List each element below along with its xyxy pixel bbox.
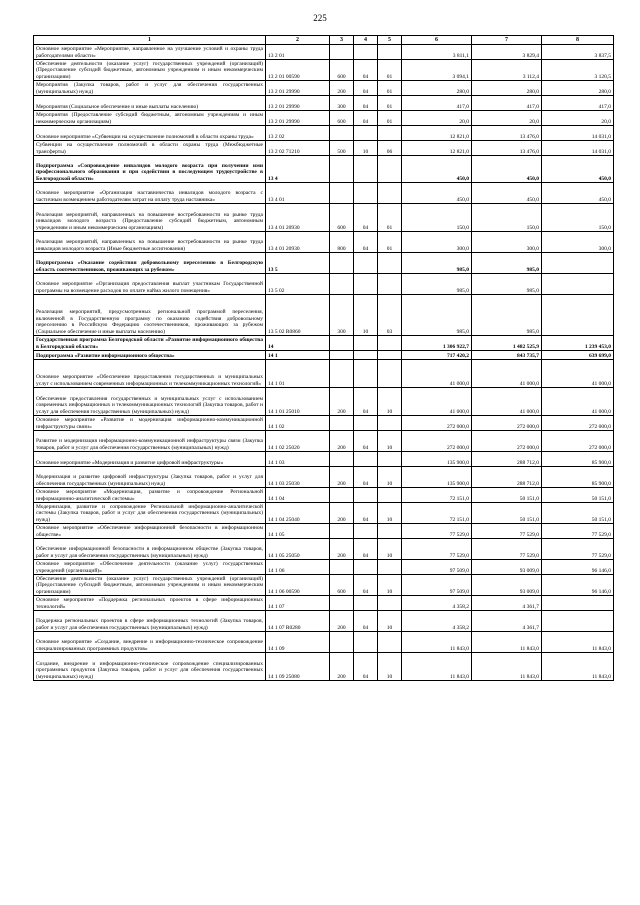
row-year1-cell: 3 094,1	[402, 60, 472, 81]
row-year1-cell: 12 821,0	[402, 126, 472, 141]
row-year2-cell: 1 482 525,9	[472, 336, 542, 351]
row-pr-cell: 10	[378, 388, 402, 416]
row-vr-cell: 200	[330, 539, 354, 560]
row-name-cell: Основное мероприятие «Модернизация и развитие цифровой инфраструктуры»	[34, 452, 266, 467]
table-row	[34, 416, 614, 431]
header-cell: 3	[330, 36, 354, 45]
header-cell: 6	[402, 36, 472, 45]
row-year2-cell: 13 476,0	[472, 141, 542, 156]
row-year1-cell: 450,0	[402, 156, 472, 183]
row-year3-cell: 77 529,0	[542, 524, 614, 539]
row-year1-cell: 450,0	[402, 183, 472, 204]
row-year3-cell: 85 900,0	[542, 452, 614, 467]
row-vr-cell	[330, 524, 354, 539]
row-vr-cell	[330, 274, 354, 295]
row-name-cell: Основное мероприятие «Развитие и модернизация информационно-коммуникационной инфраструктуры связи»	[34, 416, 266, 431]
row-year3-cell: 96 146,0	[542, 560, 614, 575]
row-year3-cell: 3 120,5	[542, 60, 614, 81]
row-rz-cell	[354, 253, 378, 274]
row-year1-cell: 11 843,0	[402, 653, 472, 681]
row-name-cell: Реализация мероприятий, направленных на повышение востребованности на рынке труда инвалидов молодого возраста (Предоставление субсидий бюджетным, автономным учреждениям и иным некоммерческим организациям)	[34, 204, 266, 232]
table-row	[34, 653, 614, 681]
table-row	[34, 183, 614, 204]
row-year2-cell: 272 000,0	[472, 416, 542, 431]
row-year3-cell: 11 843,0	[542, 632, 614, 653]
row-code-cell: 13 2 02 71210	[266, 141, 330, 156]
row-pr-cell: 01	[378, 111, 402, 126]
row-pr-cell: 10	[378, 431, 402, 452]
row-vr-cell	[330, 560, 354, 575]
row-year3-cell: 50 151,0	[542, 503, 614, 524]
row-vr-cell	[330, 488, 354, 503]
row-year2-cell: 3 112,4	[472, 60, 542, 81]
row-rz-cell: 04	[354, 431, 378, 452]
table-row	[34, 111, 614, 126]
row-rz-cell: 04	[354, 81, 378, 96]
row-year3-cell: 41 000,0	[542, 388, 614, 416]
row-code-cell: 13 4	[266, 156, 330, 183]
row-name-cell: Подпрограмма «Развитие информационного общества»	[34, 351, 266, 360]
row-name-cell: Основное мероприятие «Создание, внедрение и информационно-техническое сопровождение специализированных программных продуктов»	[34, 632, 266, 653]
row-name-cell: Основное мероприятие «Организация предоставления выплат участникам Государственной программы на возмещение расходов по оплате найма жилого помещения»	[34, 274, 266, 295]
row-year3-cell: 280,0	[542, 81, 614, 96]
row-rz-cell	[354, 560, 378, 575]
row-code-cell: 13 2 01 29990	[266, 81, 330, 96]
row-name-cell: Основное мероприятие «Обеспечение предоставления государственных и муниципальных услуг с использованием современных информационных и телекоммуникационных технологий»	[34, 360, 266, 388]
row-year1-cell: 985,0	[402, 274, 472, 295]
row-rz-cell: 04	[354, 111, 378, 126]
row-year3-cell: 450,0	[542, 156, 614, 183]
row-pr-cell	[378, 596, 402, 611]
row-year1-cell: 4 358,2	[402, 611, 472, 632]
row-year2-cell: 41 000,0	[472, 388, 542, 416]
row-vr-cell: 600	[330, 60, 354, 81]
row-year1-cell: 41 000,0	[402, 360, 472, 388]
row-pr-cell: 01	[378, 60, 402, 81]
row-year1-cell: 77 529,0	[402, 524, 472, 539]
table-row	[34, 388, 614, 416]
row-year1-cell: 97 509,0	[402, 575, 472, 596]
row-vr-cell	[330, 632, 354, 653]
row-rz-cell: 04	[354, 503, 378, 524]
row-year2-cell: 300,0	[472, 232, 542, 253]
row-name-cell: Обеспечение информационной безопасности в информационном обществе (Закупка товаров, работ и услуг для обеспечения государственных (муниципальных) нужд)	[34, 539, 266, 560]
row-name-cell: Основное мероприятие «Мероприятие, направленное на улучшение условий и охраны труда работодателями области»	[34, 45, 266, 60]
row-pr-cell: 01	[378, 204, 402, 232]
row-code-cell: 13 2 01 00590	[266, 60, 330, 81]
row-year2-cell: 11 843,0	[472, 653, 542, 681]
row-pr-cell	[378, 632, 402, 653]
row-name-cell: Обеспечение деятельности (оказание услуг) государственных учреждений (организаций) (Предоставление субсидий бюджетным, автономным учреждениям и иным некоммерческим организациям)	[34, 60, 266, 81]
row-year3-cell: 14 031,0	[542, 141, 614, 156]
row-rz-cell: 04	[354, 232, 378, 253]
header-cell: 4	[354, 36, 378, 45]
row-name-cell: Обеспечение предоставления государственных и муниципальных услуг с использованием современных информационных и телекоммуникационных технологий (Закупка товаров, работ и услуг для обеспечения государственных (муниципальных) нужд)	[34, 388, 266, 416]
row-year3-cell: 300,0	[542, 232, 614, 253]
table-row	[34, 60, 614, 81]
header-cell: 7	[472, 36, 542, 45]
row-year3-cell	[542, 274, 614, 295]
row-pr-cell	[378, 336, 402, 351]
header-cell: 8	[542, 36, 614, 45]
row-name-cell: Подпрограмма «Сопровождение инвалидов молодого возраста при получении ими профессионального образования и при содействии в последующем трудоустройстве в Белгородской области»	[34, 156, 266, 183]
row-code-cell: 14 1 09	[266, 632, 330, 653]
row-code-cell: 14 1 04 25040	[266, 503, 330, 524]
row-code-cell: 14 1 07 R0280	[266, 611, 330, 632]
row-name-cell: Мероприятия (Предоставление субсидий бюджетным, автономным учреждениям и иным некоммерческим организациям)	[34, 111, 266, 126]
row-year1-cell: 135 900,0	[402, 452, 472, 467]
row-name-cell: Мероприятия (Социальное обеспечение и иные выплаты населению)	[34, 96, 266, 111]
row-year1-cell: 97 509,0	[402, 560, 472, 575]
row-year2-cell: 985,0	[472, 295, 542, 336]
table-row	[34, 575, 614, 596]
row-code-cell: 13 2 02	[266, 126, 330, 141]
row-code-cell: 14 1 01 25010	[266, 388, 330, 416]
row-name-cell: Обеспечение деятельности (оказание услуг) государственных учреждений (организаций) (Предоставление субсидий бюджетным, автономным учреждениям и иным некоммерческим организациям)	[34, 575, 266, 596]
row-name-cell: Модернизация и развитие цифровой инфраструктуры (Закупка товаров, работ и услуг для обеспечения государственных (муниципальных) нужд)	[34, 467, 266, 488]
page-number: 225	[313, 13, 327, 23]
row-rz-cell	[354, 632, 378, 653]
row-code-cell: 13 5 02	[266, 274, 330, 295]
table-row	[34, 96, 614, 111]
row-year2-cell: 843 735,7	[472, 351, 542, 360]
row-pr-cell	[378, 488, 402, 503]
row-year3-cell: 450,0	[542, 183, 614, 204]
table-row	[34, 596, 614, 611]
table-row	[34, 232, 614, 253]
row-year3-cell: 77 529,0	[542, 539, 614, 560]
row-rz-cell	[354, 156, 378, 183]
row-year1-cell: 41 000,0	[402, 388, 472, 416]
row-year1-cell: 77 529,0	[402, 539, 472, 560]
row-pr-cell	[378, 560, 402, 575]
table-row	[34, 431, 614, 452]
row-pr-cell: 01	[378, 96, 402, 111]
row-code-cell: 14 1 09 25080	[266, 653, 330, 681]
row-code-cell: 14 1 02 25020	[266, 431, 330, 452]
table-row	[34, 611, 614, 632]
row-code-cell: 13 4 01 20930	[266, 204, 330, 232]
row-name-cell: Реализация мероприятий, направленных на повышение востребованности на рынке труда инвалидов молодого возраста (Иные бюджетные ассигнования)	[34, 232, 266, 253]
row-year1-cell: 20,0	[402, 111, 472, 126]
table-row	[34, 253, 614, 274]
row-vr-cell	[330, 336, 354, 351]
row-year2-cell: 50 151,0	[472, 488, 542, 503]
row-name-cell: Модернизация, развитие и сопровождение Региональной информационно-аналитической системы (Закупка товаров, работ и услуг для обеспечения государственных (муниципальных) нужд)	[34, 503, 266, 524]
row-pr-cell: 10	[378, 611, 402, 632]
row-rz-cell	[354, 274, 378, 295]
row-rz-cell	[354, 416, 378, 431]
row-year1-cell: 12 821,0	[402, 141, 472, 156]
table-row	[34, 452, 614, 467]
table-row	[34, 336, 614, 351]
header-cell: 5	[378, 36, 402, 45]
row-rz-cell: 04	[354, 204, 378, 232]
row-year1-cell: 4 358,2	[402, 596, 472, 611]
row-vr-cell	[330, 452, 354, 467]
row-vr-cell: 600	[330, 575, 354, 596]
table-row	[34, 126, 614, 141]
row-vr-cell	[330, 126, 354, 141]
row-year1-cell: 3 811,1	[402, 45, 472, 60]
row-rz-cell: 04	[354, 539, 378, 560]
row-rz-cell	[354, 488, 378, 503]
row-code-cell: 14 1 01	[266, 360, 330, 388]
row-vr-cell: 200	[330, 388, 354, 416]
row-pr-cell	[378, 452, 402, 467]
row-year3-cell: 85 900,0	[542, 467, 614, 488]
row-year2-cell: 417,0	[472, 96, 542, 111]
row-rz-cell	[354, 183, 378, 204]
row-year2-cell: 77 529,0	[472, 524, 542, 539]
row-pr-cell	[378, 360, 402, 388]
row-pr-cell	[378, 156, 402, 183]
table-row	[34, 141, 614, 156]
row-pr-cell	[378, 183, 402, 204]
row-year3-cell: 20,0	[542, 111, 614, 126]
row-code-cell: 14 1 04	[266, 488, 330, 503]
row-year3-cell: 417,0	[542, 96, 614, 111]
row-pr-cell: 10	[378, 653, 402, 681]
row-year3-cell: 96 146,0	[542, 575, 614, 596]
row-rz-cell	[354, 126, 378, 141]
row-rz-cell: 04	[354, 60, 378, 81]
row-year3-cell: 150,0	[542, 204, 614, 232]
row-year1-cell: 72 151,0	[402, 503, 472, 524]
row-year2-cell: 41 000,0	[472, 360, 542, 388]
row-name-cell: Основное мероприятие «Субвенции на осуществление полномочий в области охраны труда»	[34, 126, 266, 141]
row-year2-cell: 985,0	[472, 253, 542, 274]
row-pr-cell: 03	[378, 295, 402, 336]
row-code-cell: 14 1 07	[266, 596, 330, 611]
row-vr-cell: 800	[330, 232, 354, 253]
row-year3-cell: 272 000,0	[542, 416, 614, 431]
row-year3-cell: 11 843,0	[542, 653, 614, 681]
row-pr-cell	[378, 45, 402, 60]
row-code-cell: 14 1 06	[266, 560, 330, 575]
row-vr-cell	[330, 253, 354, 274]
row-name-cell: Основное мероприятие «Обеспечение деятельности (оказание услуг) государственных учреждений (организаций)»	[34, 560, 266, 575]
row-pr-cell	[378, 126, 402, 141]
row-code-cell: 13 4 01 20930	[266, 232, 330, 253]
row-year3-cell: 50 151,0	[542, 488, 614, 503]
row-year3-cell: 14 031,0	[542, 126, 614, 141]
row-year3-cell	[542, 295, 614, 336]
row-year3-cell	[542, 596, 614, 611]
row-year3-cell	[542, 611, 614, 632]
row-year2-cell: 11 843,0	[472, 632, 542, 653]
row-rz-cell: 04	[354, 388, 378, 416]
row-year2-cell: 4 361,7	[472, 611, 542, 632]
row-year1-cell: 300,0	[402, 232, 472, 253]
row-year2-cell: 985,0	[472, 274, 542, 295]
row-rz-cell	[354, 360, 378, 388]
row-year2-cell: 93 009,0	[472, 575, 542, 596]
row-vr-cell: 200	[330, 467, 354, 488]
row-rz-cell: 10	[354, 295, 378, 336]
row-rz-cell	[354, 45, 378, 60]
row-code-cell: 13 2 01 29990	[266, 111, 330, 126]
row-rz-cell	[354, 351, 378, 360]
row-rz-cell: 10	[354, 141, 378, 156]
row-vr-cell	[330, 416, 354, 431]
table-row	[34, 560, 614, 575]
row-pr-cell	[378, 253, 402, 274]
row-name-cell: Основное мероприятие «Обеспечение информационной безопасности в информационном обществе»	[34, 524, 266, 539]
row-code-cell: 13 2 01 29990	[266, 96, 330, 111]
row-year3-cell: 3 837,5	[542, 45, 614, 60]
row-vr-cell: 600	[330, 111, 354, 126]
row-rz-cell: 04	[354, 575, 378, 596]
row-year2-cell: 150,0	[472, 204, 542, 232]
row-code-cell: 14 1 03 25030	[266, 467, 330, 488]
row-year2-cell: 450,0	[472, 183, 542, 204]
row-year2-cell: 280,0	[472, 81, 542, 96]
row-code-cell: 14	[266, 336, 330, 351]
row-name-cell: Развитие и модернизация информационно-коммуникационной инфраструктуры связи (Закупка товаров, работ и услуг для обеспечения государственных (муниципальных) нужд)	[34, 431, 266, 452]
row-year1-cell: 11 843,0	[402, 632, 472, 653]
row-pr-cell	[378, 416, 402, 431]
row-name-cell: Государственная программа Белгородской области «Развитие информационного общества в Белгородской области»	[34, 336, 266, 351]
header-cell: 1	[34, 36, 266, 45]
table-row	[34, 295, 614, 336]
row-vr-cell: 600	[330, 204, 354, 232]
row-pr-cell: 06	[378, 141, 402, 156]
row-year2-cell: 77 529,0	[472, 539, 542, 560]
row-year2-cell: 288 712,0	[472, 452, 542, 467]
row-vr-cell: 500	[330, 141, 354, 156]
row-year2-cell: 288 712,0	[472, 467, 542, 488]
row-year3-cell	[542, 253, 614, 274]
row-year2-cell: 93 009,0	[472, 560, 542, 575]
row-rz-cell: 04	[354, 467, 378, 488]
row-vr-cell	[330, 360, 354, 388]
row-year1-cell: 150,0	[402, 204, 472, 232]
row-year1-cell: 985,0	[402, 295, 472, 336]
row-vr-cell: 200	[330, 611, 354, 632]
row-year2-cell: 50 151,0	[472, 503, 542, 524]
row-vr-cell	[330, 156, 354, 183]
row-year1-cell: 717 420,2	[402, 351, 472, 360]
row-year2-cell: 3 829,4	[472, 45, 542, 60]
row-code-cell: 14 1	[266, 351, 330, 360]
table-row	[34, 156, 614, 183]
budget-table	[33, 35, 614, 681]
row-vr-cell	[330, 183, 354, 204]
table-row	[34, 503, 614, 524]
row-name-cell: Основное мероприятие «Поддержка региональных проектов в сфере информационных технологий»	[34, 596, 266, 611]
row-pr-cell	[378, 524, 402, 539]
row-vr-cell	[330, 596, 354, 611]
row-year2-cell: 20,0	[472, 111, 542, 126]
row-vr-cell: 200	[330, 653, 354, 681]
row-name-cell: Создание, внедрение и информационно-техническое сопровождение специализированных программных продуктов (Закупка товаров, работ и услуг для обеспечения государственных (муниципальных) нужд)	[34, 653, 266, 681]
table-row	[34, 488, 614, 503]
table-row	[34, 632, 614, 653]
row-vr-cell: 300	[330, 295, 354, 336]
row-year3-cell: 272 000,0	[542, 431, 614, 452]
row-vr-cell: 200	[330, 431, 354, 452]
row-year1-cell: 272 000,0	[402, 416, 472, 431]
row-code-cell: 13 5	[266, 253, 330, 274]
row-year3-cell: 639 699,0	[542, 351, 614, 360]
row-code-cell: 13 2 01	[266, 45, 330, 60]
row-name-cell: Мероприятия (Закупка товаров, работ и услуг для обеспечения государственных (муниципальных) нужд)	[34, 81, 266, 96]
row-year1-cell: 985,0	[402, 253, 472, 274]
row-year1-cell: 135 900,0	[402, 467, 472, 488]
table-row	[34, 204, 614, 232]
row-rz-cell	[354, 336, 378, 351]
row-vr-cell: 200	[330, 503, 354, 524]
row-rz-cell	[354, 452, 378, 467]
row-name-cell: Реализация мероприятий, предусмотренных региональной программой переселения, включенной в Государственную программу по оказанию содействия добровольному переселению в Российскую Федерацию соотечественников, проживающих за рубежом (Социальное обеспечение и иные выплаты населению)	[34, 295, 266, 336]
row-pr-cell: 01	[378, 232, 402, 253]
row-rz-cell: 04	[354, 653, 378, 681]
row-code-cell: 14 1 06 00590	[266, 575, 330, 596]
row-pr-cell: 10	[378, 539, 402, 560]
row-code-cell: 14 1 05 25050	[266, 539, 330, 560]
row-year2-cell: 13 476,0	[472, 126, 542, 141]
row-vr-cell	[330, 45, 354, 60]
row-rz-cell	[354, 596, 378, 611]
table-row	[34, 539, 614, 560]
row-vr-cell: 300	[330, 96, 354, 111]
row-pr-cell	[378, 274, 402, 295]
row-name-cell: Подпрограмма «Оказание содействия добровольному переселению в Белгородскую область соотечественников, проживающих за рубежом»	[34, 253, 266, 274]
row-name-cell: Поддержка региональных проектов в сфере информационных технологий (Закупка товаров, работ и услуг для обеспечения государственных (муниципальных) нужд)	[34, 611, 266, 632]
row-code-cell: 14 1 03	[266, 452, 330, 467]
table-row	[34, 45, 614, 60]
table-row	[34, 524, 614, 539]
row-code-cell: 14 1 05	[266, 524, 330, 539]
table-row	[34, 274, 614, 295]
row-name-cell: Субвенции на осуществление полномочий в области охраны труда (Межбюджетные трансферты)	[34, 141, 266, 156]
table-row	[34, 360, 614, 388]
row-rz-cell	[354, 524, 378, 539]
row-pr-cell: 01	[378, 81, 402, 96]
row-pr-cell: 10	[378, 575, 402, 596]
row-year2-cell: 450,0	[472, 156, 542, 183]
row-pr-cell: 10	[378, 503, 402, 524]
row-code-cell: 14 1 02	[266, 416, 330, 431]
row-rz-cell: 04	[354, 611, 378, 632]
row-rz-cell: 04	[354, 96, 378, 111]
row-year1-cell: 272 000,0	[402, 431, 472, 452]
row-year3-cell: 1 239 453,0	[542, 336, 614, 351]
row-year3-cell: 41 000,0	[542, 360, 614, 388]
row-vr-cell: 200	[330, 81, 354, 96]
row-year2-cell: 272 000,0	[472, 431, 542, 452]
row-year1-cell: 280,0	[402, 81, 472, 96]
row-pr-cell: 10	[378, 467, 402, 488]
row-pr-cell	[378, 351, 402, 360]
row-name-cell: Основное мероприятие «Организация наставничества инвалидов молодого возраста с частичным возмещением работодателям затрат на оплату труда наставника»	[34, 183, 266, 204]
table-row	[34, 81, 614, 96]
row-code-cell: 13 5 02 R0860	[266, 295, 330, 336]
row-name-cell: Основное мероприятие «Модернизация, развитие и сопровождение Региональной информационно-аналитической системы»	[34, 488, 266, 503]
row-year2-cell: 4 361,7	[472, 596, 542, 611]
table-row	[34, 351, 614, 360]
row-year1-cell: 1 306 922,7	[402, 336, 472, 351]
table-row	[34, 467, 614, 488]
row-code-cell: 13 4 01	[266, 183, 330, 204]
table-header-row	[34, 36, 614, 45]
row-year1-cell: 72 151,0	[402, 488, 472, 503]
row-year1-cell: 417,0	[402, 96, 472, 111]
row-vr-cell	[330, 351, 354, 360]
header-cell: 2	[266, 36, 330, 45]
